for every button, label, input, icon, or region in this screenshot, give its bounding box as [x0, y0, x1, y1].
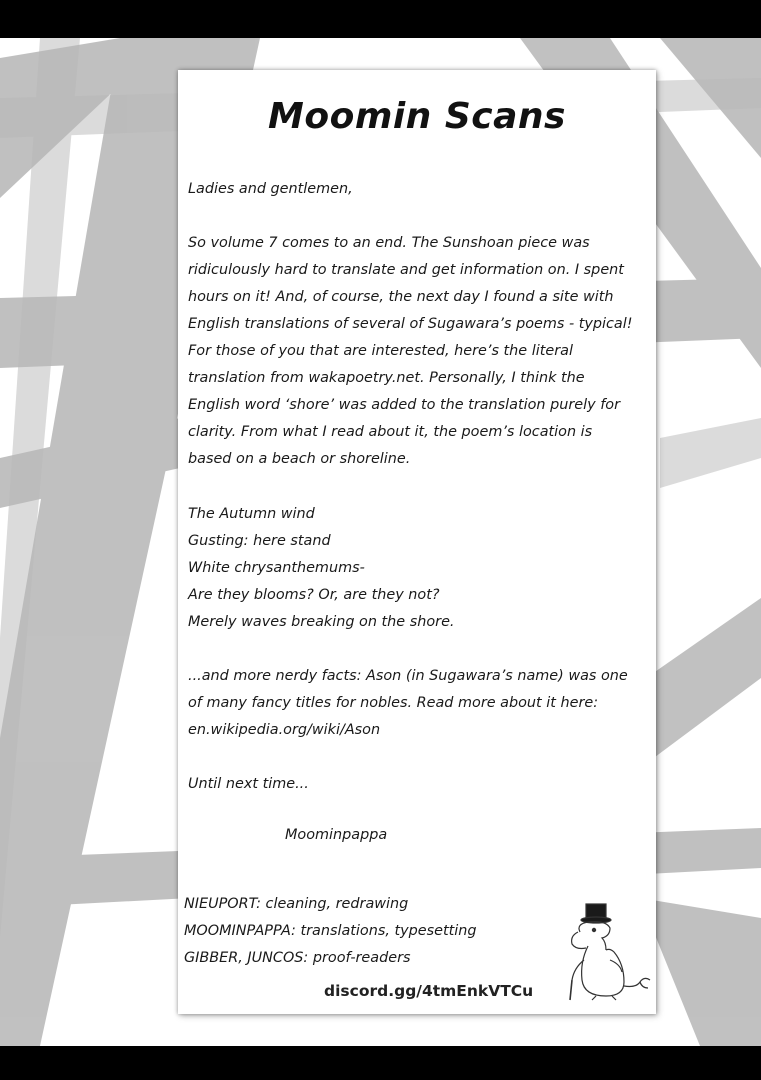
text-line: ...and more nerdy facts: Ason (in Sugawara’s name) was one — [188, 668, 628, 684]
text-line: clarity. From what I read about it, the poem’s location is — [188, 424, 593, 440]
text-line: So volume 7 comes to an end. The Sunshoan piece was — [188, 235, 590, 251]
credit-line: NIEUPORT: cleaning, redrawing — [184, 896, 409, 912]
signature: Moominpappa — [285, 827, 388, 843]
paragraph-ason — [188, 663, 648, 744]
credits-page-card — [178, 70, 656, 1014]
greeting-text: Ladies and gentlemen, — [188, 181, 353, 197]
poem-line: Gusting: here stand — [188, 533, 331, 549]
credit-line: MOOMINPAPPA: translations, typesetting — [184, 923, 477, 939]
staff-credits — [184, 891, 477, 972]
text-line: based on a beach or shoreline. — [188, 451, 411, 467]
moominpappa-illustration — [566, 902, 654, 1002]
text-line: English translations of several of Sugawara’s poems - typical! — [188, 316, 633, 332]
wikipedia-link-text: en.wikipedia.org/wiki/Ason — [188, 722, 381, 738]
top-black-bar — [0, 0, 761, 38]
text-line: of many fancy titles for nobles. Read more about it here: — [188, 695, 599, 711]
closing-text: Until next time... — [188, 776, 309, 792]
poem-line: Are they blooms? Or, are they not? — [188, 587, 440, 603]
credit-line: GIBBER, JUNCOS: proof-readers — [184, 950, 411, 966]
poem-line: White chrysanthemums- — [188, 560, 365, 576]
text-line: English word ‘shore’ was added to the translation purely for — [188, 397, 621, 413]
text-line: hours on it! And, of course, the next day I found a site with — [188, 289, 614, 305]
poem-line: Merely waves breaking on the shore. — [188, 614, 455, 630]
text-line: For those of you that are interested, here’s the literal — [188, 343, 573, 359]
bottom-black-bar — [0, 1046, 761, 1080]
poem-block — [188, 501, 648, 636]
poem-line: The Autumn wind — [188, 506, 315, 522]
discord-invite-text: discord.gg/4tmEnkVTCu — [324, 982, 534, 1000]
paragraph-sunshoan — [188, 230, 648, 473]
text-line: translation from wakapoetry.net. Personally, I think the — [188, 370, 585, 386]
page-title: Moomin Scans — [268, 96, 566, 137]
text-line: ridiculously hard to translate and get information on. I spent — [188, 262, 624, 278]
